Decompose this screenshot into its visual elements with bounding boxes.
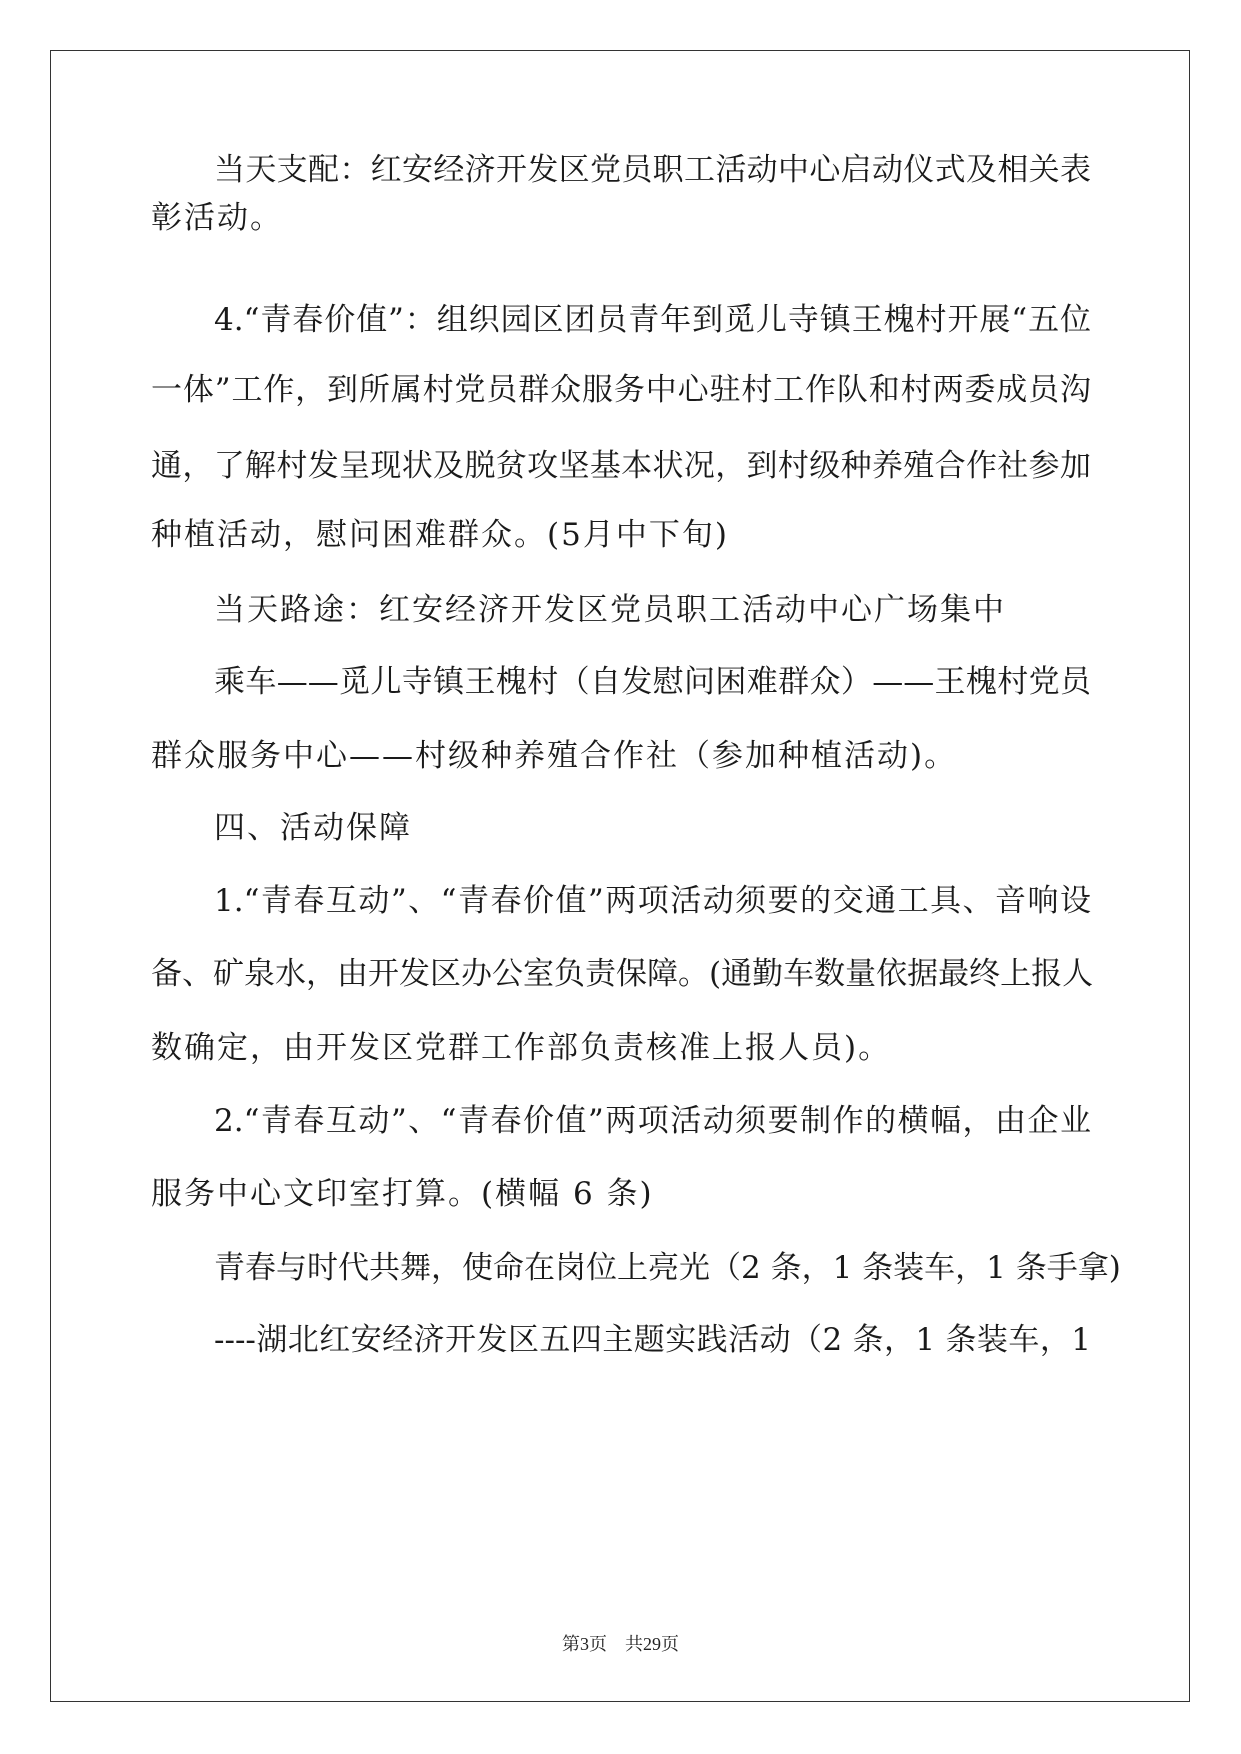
paragraph-line: 乘车——觅儿寺镇王槐村（自发慰问困难群众）——王槐村党员 — [214, 664, 1091, 700]
paragraph-line: 数确定，由开发区党群工作部负责核准上报人员)。 — [151, 1030, 892, 1066]
page-number-label: 第3页 共29页 — [562, 1634, 679, 1654]
paragraph-line: 1.“青春互动”、“青春价值”两项活动须要的交通工具、音响设 — [214, 883, 1091, 919]
paragraph-line: 备、矿泉水，由开发区办公室负责保障。(通勤车数量依据最终上报人 — [151, 956, 1094, 992]
paragraph-line: 青春与时代共舞，使命在岗位上亮光（2 条，1 条装车，1 条手拿) — [214, 1250, 1121, 1286]
paragraph-line: 当天路途：红安经济开发区党员职工活动中心广场集中 — [214, 592, 1006, 628]
paragraph-line: 4.“青春价值”：组织园区团员青年到觅儿寺镇王槐村开展“五位 — [214, 302, 1091, 338]
paragraph-line: 通，了解村发呈现状及脱贫攻坚基本状况，到村级种养殖合作社参加 — [151, 448, 1091, 484]
paragraph-line: 2.“青春互动”、“青春价值”两项活动须要制作的横幅，由企业 — [214, 1103, 1091, 1139]
paragraph-line: ----湖北红安经济开发区五四主题实践活动（2 条，1 条装车，1 — [214, 1322, 1091, 1358]
page-border — [50, 50, 1190, 1702]
paragraph-line: 一体”工作，到所属村党员群众服务中心驻村工作队和村两委成员沟 — [151, 372, 1091, 408]
paragraph-line: 服务中心文印室打算。(横幅 6 条) — [151, 1176, 654, 1212]
paragraph-line: 彰活动。 — [151, 200, 283, 236]
paragraph-line: 当天支配：红安经济开发区党员职工活动中心启动仪式及相关表 — [214, 152, 1091, 188]
paragraph-line: 群众服务中心——村级种养殖合作社（参加种植活动)。 — [151, 738, 958, 774]
paragraph-line: 种植活动，慰问困难群众。(5月中下旬) — [151, 517, 729, 553]
section-heading: 四、活动保障 — [214, 810, 412, 846]
page-footer — [0, 1630, 1241, 1656]
